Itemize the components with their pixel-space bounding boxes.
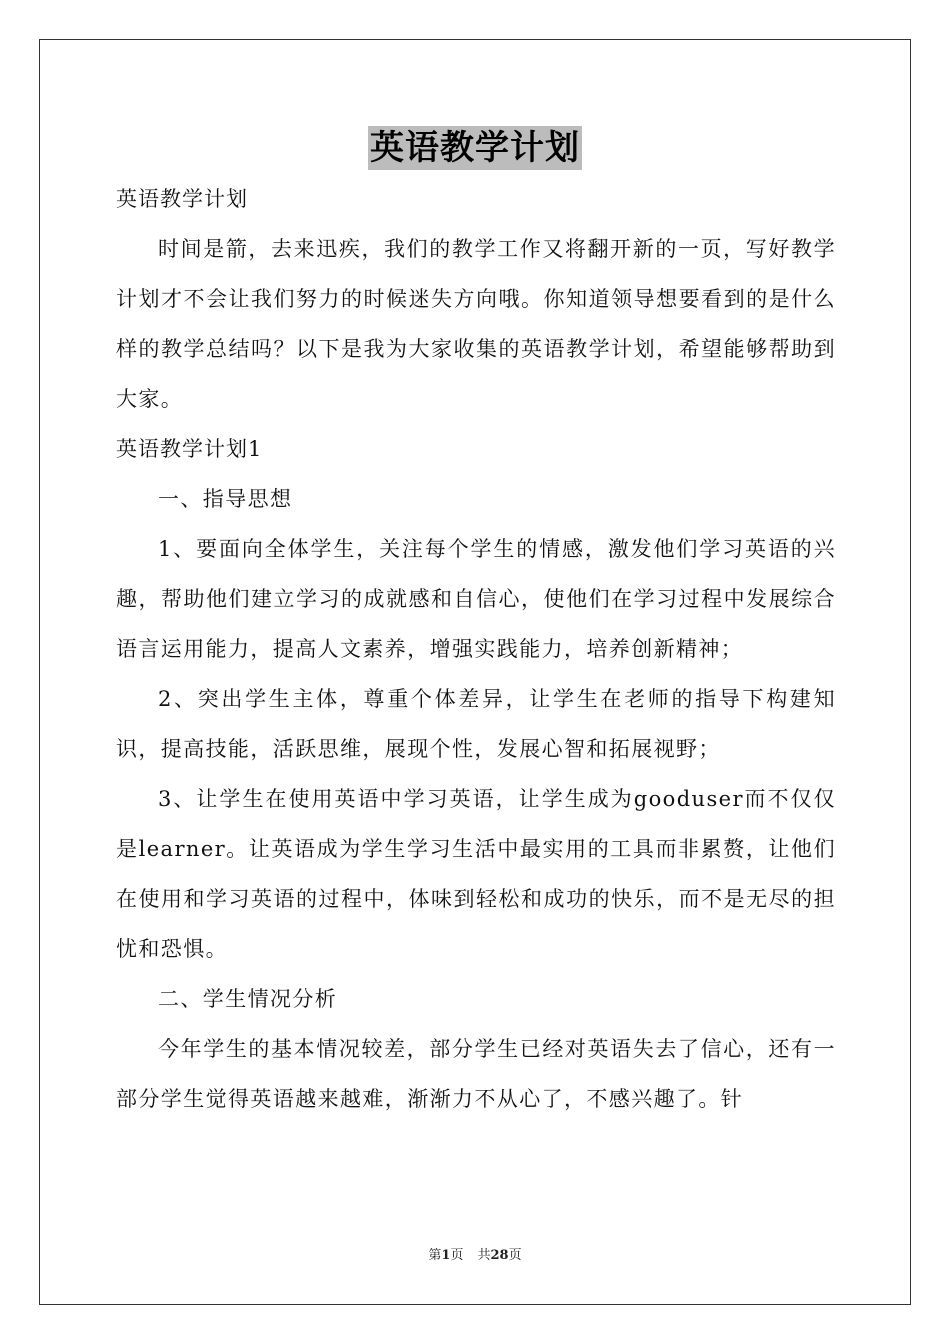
point-3-paragraph: 3、让学生在使用英语中学习英语，让学生成为gooduser而不仅仅是learner。让英语成为学生学习生活中最实用的工具而非累赘，让他们在使用和学习英语的过程中，体味到轻松和成功的快乐，而不是无尽的担忧和恐惧。 — [116, 787, 836, 961]
intro-paragraph: 时间是箭，去来迅疾，我们的教学工作又将翻开新的一页，写好教学计划才不会让我们努力的时候迷失方向哦。你知道领导想要看到的是什么样的教学总结吗？以下是我为大家收集的英语教学计划，希望能够帮助到大家。 — [116, 237, 836, 411]
footer-total-prefix: 共 — [477, 1248, 491, 1263]
point-1-paragraph: 1、要面向全体学生，关注每个学生的情感，激发他们学习英语的兴趣，帮助他们建立学习的成就感和自信心，使他们在学习过程中发展综合语言运用能力，提高人文素养，增强实践能力，培养创新精神； — [116, 537, 836, 661]
title-container — [0, 126, 950, 170]
document-body — [116, 178, 836, 1124]
footer-page-prefix: 第 — [428, 1248, 442, 1263]
section-title: 英语教学计划1 — [116, 437, 263, 461]
document-title: 英语教学计划 — [370, 128, 580, 168]
document-subtitle: 英语教学计划 — [116, 187, 248, 211]
footer-page-suffix: 页 — [450, 1248, 464, 1263]
point-2-paragraph: 2、突出学生主体，尊重个体差异，让学生在老师的指导下构建知识，提高技能，活跃思维，展现个性，发展心智和拓展视野； — [116, 687, 836, 761]
footer-total-suffix: 页 — [508, 1248, 522, 1263]
page-footer — [0, 1244, 950, 1263]
heading-student-analysis: 二、学生情况分析 — [158, 987, 338, 1011]
footer-page-current: 1 — [441, 1248, 451, 1263]
analysis-paragraph: 今年学生的基本情况较差，部分学生已经对英语失去了信心，还有一部分学生觉得英语越来越难，渐渐力不从心了，不感兴趣了。针 — [116, 1037, 836, 1111]
heading-guiding-thought: 一、指导思想 — [158, 487, 293, 511]
footer-page-total: 28 — [490, 1248, 509, 1263]
